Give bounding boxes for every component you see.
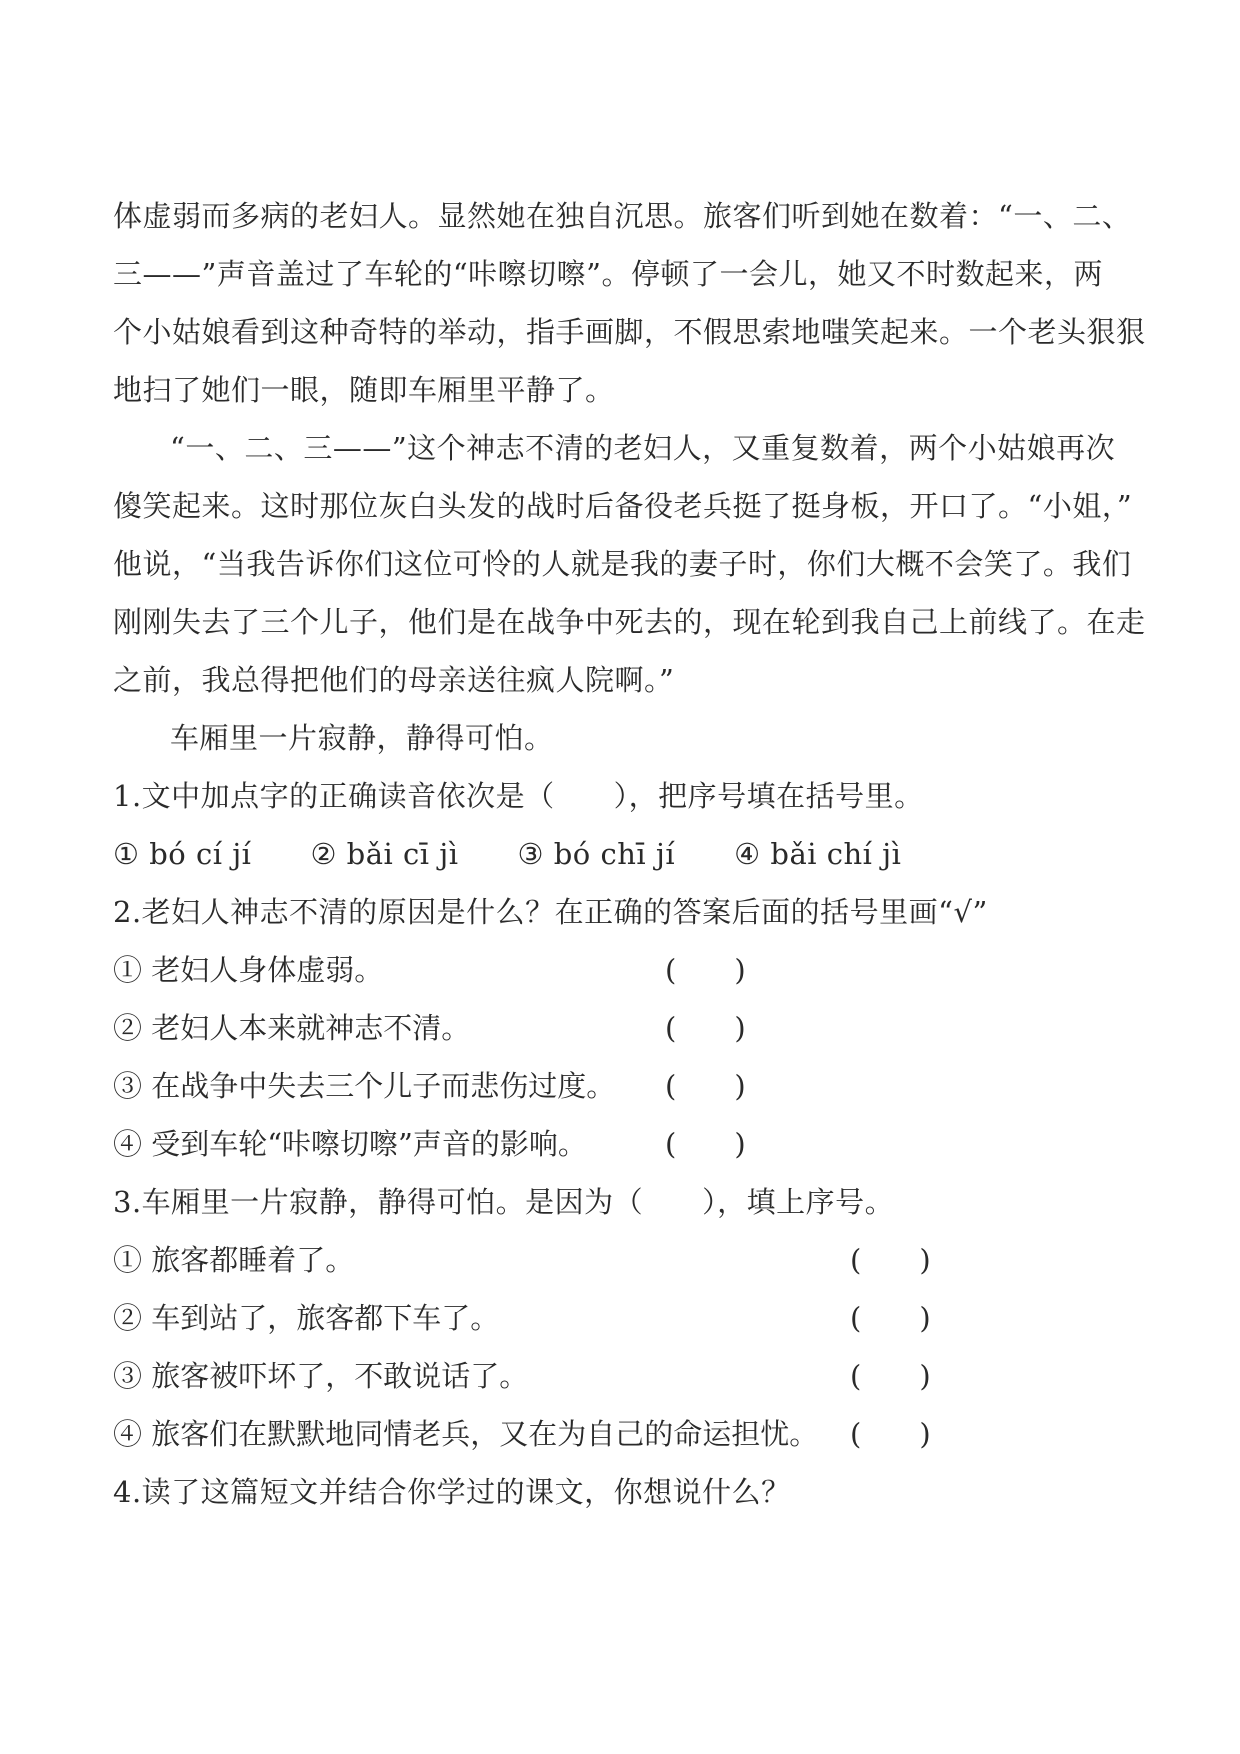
answer-parentheses[interactable]: ( ): [850, 1359, 931, 1393]
passage-line: 刚刚失去了三个儿子，他们是在战争中死去的，现在轮到我自己上前线了。在走: [113, 605, 1146, 639]
passage-line: 三——”声音盖过了车轮的“咔嚓切嚓”。停顿了一会儿，她又不时数起来，两: [113, 257, 1103, 291]
question-3-option: ① 旅客都睡着了。: [113, 1243, 355, 1277]
answer-parentheses[interactable]: ( ): [850, 1243, 931, 1277]
answer-parentheses[interactable]: ( ): [850, 1417, 931, 1451]
question-3: 3.车厢里一片寂静，静得可怕。是因为（ ），填上序号。: [113, 1185, 895, 1219]
answer-parentheses[interactable]: ( ): [665, 1127, 746, 1161]
answer-parentheses[interactable]: ( ): [665, 1011, 746, 1045]
passage-line: “一、二、三——”这个神志不清的老妇人，又重复数着，两个小姑娘再次: [170, 431, 1116, 465]
question-2-option: ③ 在战争中失去三个儿子而悲伤过度。: [113, 1069, 616, 1103]
question-2-option: ④ 受到车轮“咔嚓切嚓”声音的影响。: [113, 1127, 587, 1161]
answer-parentheses[interactable]: ( ): [665, 1069, 746, 1103]
question-1: 1.文中加点字的正确读音依次是（ ），把序号填在括号里。: [113, 779, 924, 813]
question-4: 4.读了这篇短文并结合你学过的课文，你想说什么？: [113, 1475, 791, 1509]
question-2-option: ① 老妇人身体虚弱。: [113, 953, 384, 987]
passage-line: 傻笑起来。这时那位灰白头发的战时后备役老兵挺了挺身板，开口了。“小姐，”: [113, 489, 1133, 523]
question-3-option: ② 车到站了，旅客都下车了。: [113, 1301, 500, 1335]
passage-line: 地扫了她们一眼，随即车厢里平静了。: [113, 373, 615, 407]
question-2: 2.老妇人神志不清的原因是什么？在正确的答案后面的括号里画“√”: [113, 895, 988, 929]
answer-parentheses[interactable]: ( ): [665, 953, 746, 987]
question-3-option: ④ 旅客们在默默地同情老兵，又在为自己的命运担忧。: [113, 1417, 819, 1451]
passage-line: 车厢里一片寂静，静得可怕。: [170, 721, 554, 755]
question-2-option: ② 老妇人本来就神志不清。: [113, 1011, 471, 1045]
answer-parentheses[interactable]: ( ): [850, 1301, 931, 1335]
question-1-options: ① bó cí jí ② bǎi cī jì ③ bó chī jí ④ bǎi chí jì: [113, 837, 902, 871]
passage-line: 之前，我总得把他们的母亲送往疯人院啊。”: [113, 663, 675, 697]
passage-line: 他说，“当我告诉你们这位可怜的人就是我的妻子时，你们大概不会笑了。我们: [113, 547, 1132, 581]
passage-line: 个小姑娘看到这种奇特的举动，指手画脚，不假思索地嗤笑起来。一个老头狠狠: [113, 315, 1146, 349]
question-3-option: ③ 旅客被吓坏了，不敢说话了。: [113, 1359, 529, 1393]
passage-line: 体虚弱而多病的老妇人。显然她在独自沉思。旅客们听到她在数着：“一、二、: [113, 199, 1132, 233]
